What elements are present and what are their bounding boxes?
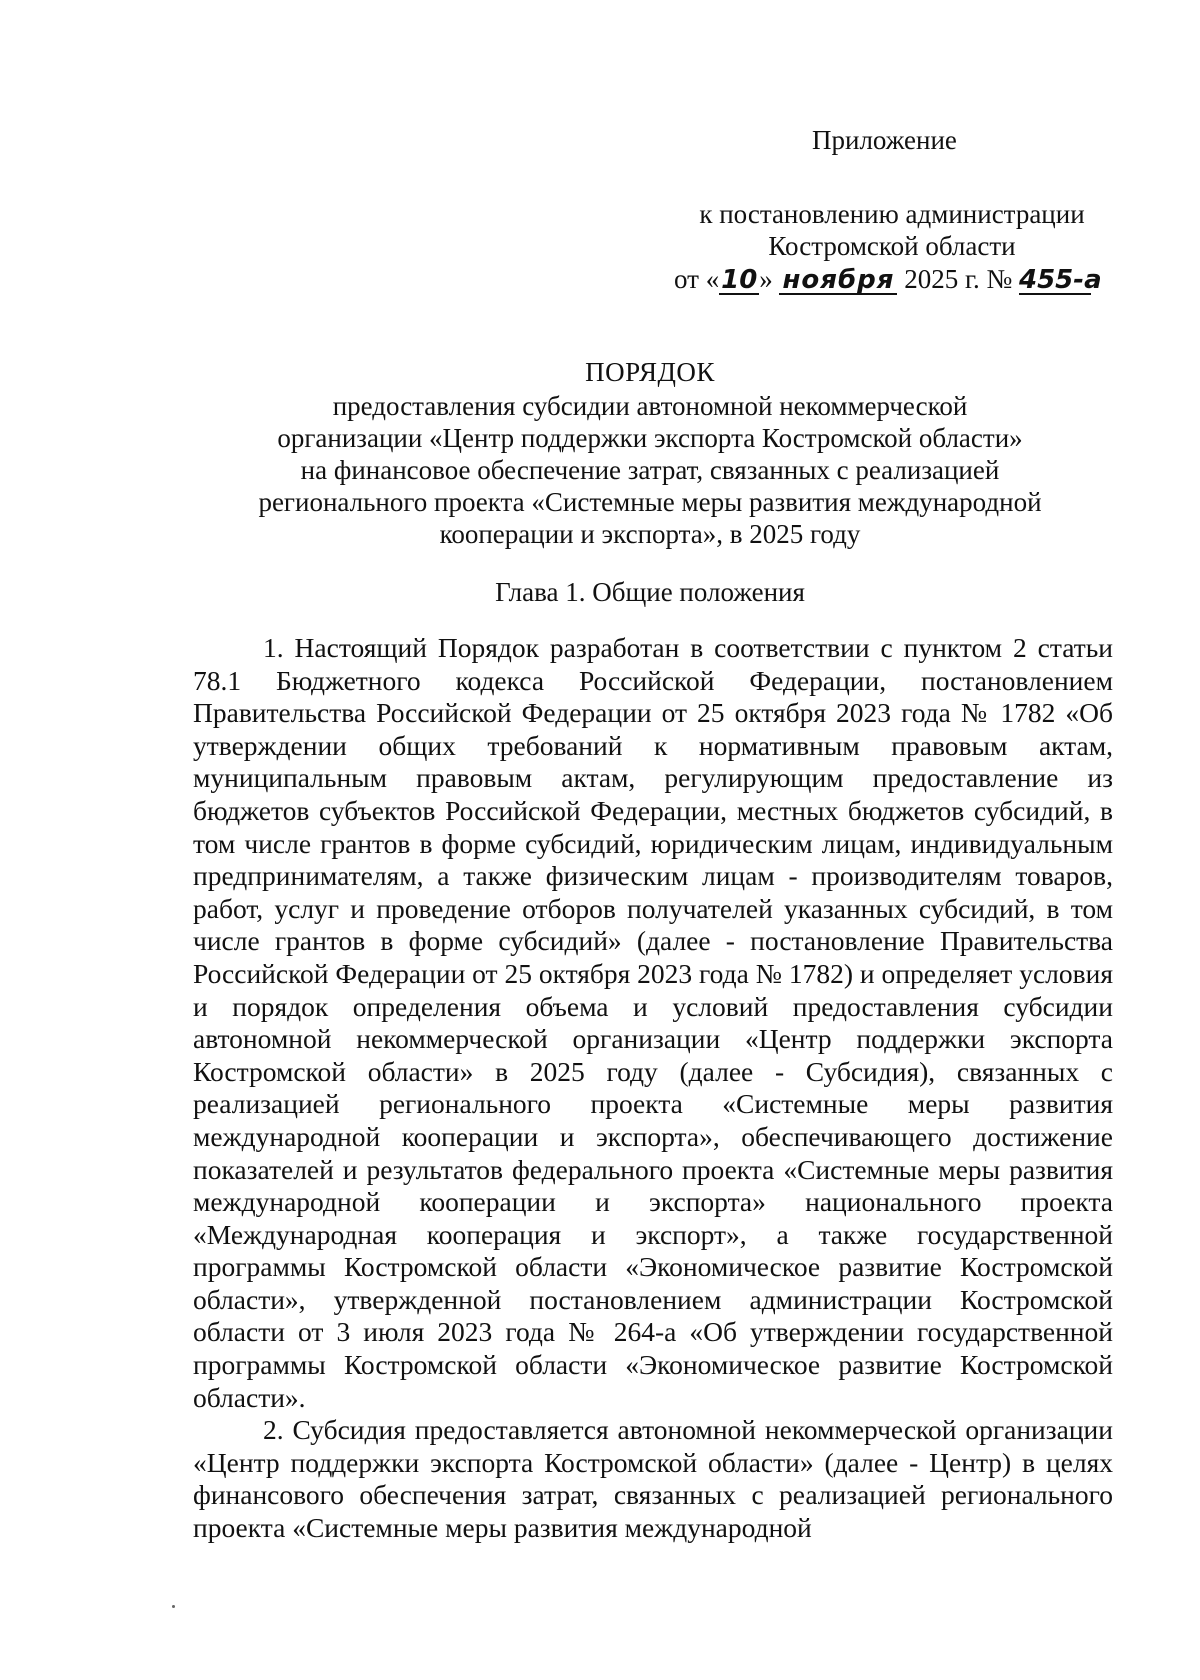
decree-reference — [672, 198, 1112, 262]
document-body — [193, 632, 1113, 1545]
handwritten-month: ноября — [779, 267, 897, 295]
decree-reference-line-2: Костромской области — [768, 231, 1016, 261]
chapter-heading: Глава 1. Общие положения — [495, 577, 805, 607]
decree-date-line — [674, 263, 1102, 295]
title-line: на финансовое обеспечение затрат, связанных с реализацией — [300, 455, 1000, 485]
date-year: 2025 г. № — [904, 264, 1013, 294]
decree-reference-line-1: к постановлению администрации — [699, 199, 1085, 229]
scan-speck — [172, 1605, 175, 1608]
document-title — [180, 356, 1120, 550]
paragraph-2: 2. Субсидия предоставляется автономной некоммерческой организации «Центр поддержки экспорта Костромской области» (далее - Центр) в целях финансового обеспечения затрат, связанных с реализацией регионального проекта «Системные меры развития международной — [193, 1414, 1113, 1544]
title-main: ПОРЯДОК — [585, 357, 715, 387]
date-quote-close: » — [759, 264, 773, 294]
title-line: организации «Центр поддержки экспорта Костромской области» — [277, 423, 1023, 453]
title-line: предоставления субсидии автономной некоммерческой — [332, 391, 968, 421]
title-line: регионального проекта «Системные меры развития международной — [258, 487, 1042, 517]
handwritten-day: 10 — [721, 265, 758, 295]
date-prefix: от « — [674, 264, 720, 294]
title-line: кооперации и экспорта», в 2025 году — [439, 519, 861, 549]
appendix-label: Приложение — [812, 125, 957, 155]
paragraph-1: 1. Настоящий Порядок разработан в соответствии с пунктом 2 статьи 78.1 Бюджетного кодекса Российской Федерации, постановлением Правительства Российской Федерации от 25 октября 2023 года № 1782 «Об утверждении общих требований к нормативным правовым актам, муниципальным правовым актам, регулирующим предоставление из бюджетов субъектов Российской Федерации, местных бюджетов субсидий, в том числе грантов в форме субсидий, юридическим лицам, индивидуальным предпринимателям, а также физическим лицам - производителям товаров, работ, услуг и проведение отборов получателей указанных субсидий, в том числе грантов в форме субсидий» (далее - постановление Правительства Российской Федерации от 25 октября 2023 года № 1782) и определяет условия и порядок определения объема и условий предоставления субсидии автономной некоммерческой организации «Центр поддержки экспорта Костромской области» в 2025 году (далее - Субсидия), связанных с реализацией регионального проекта «Системные меры развития международной кооперации и экспорта», обеспечивающего достижение показателей и результатов федерального проекта «Системные меры развития международной кооперации и экспорта» национального проекта «Международная кооперация и экспорт», а также государственной программы Костромской области «Экономическое развитие Костромской области», утвержденной постановлением администрации Костромской области от 3 июля 2023 года № 264-а «Об утверждении государственной программы Костромской области «Экономическое развитие Костромской области». — [193, 632, 1113, 1413]
handwritten-number: 455-а — [1019, 265, 1102, 295]
